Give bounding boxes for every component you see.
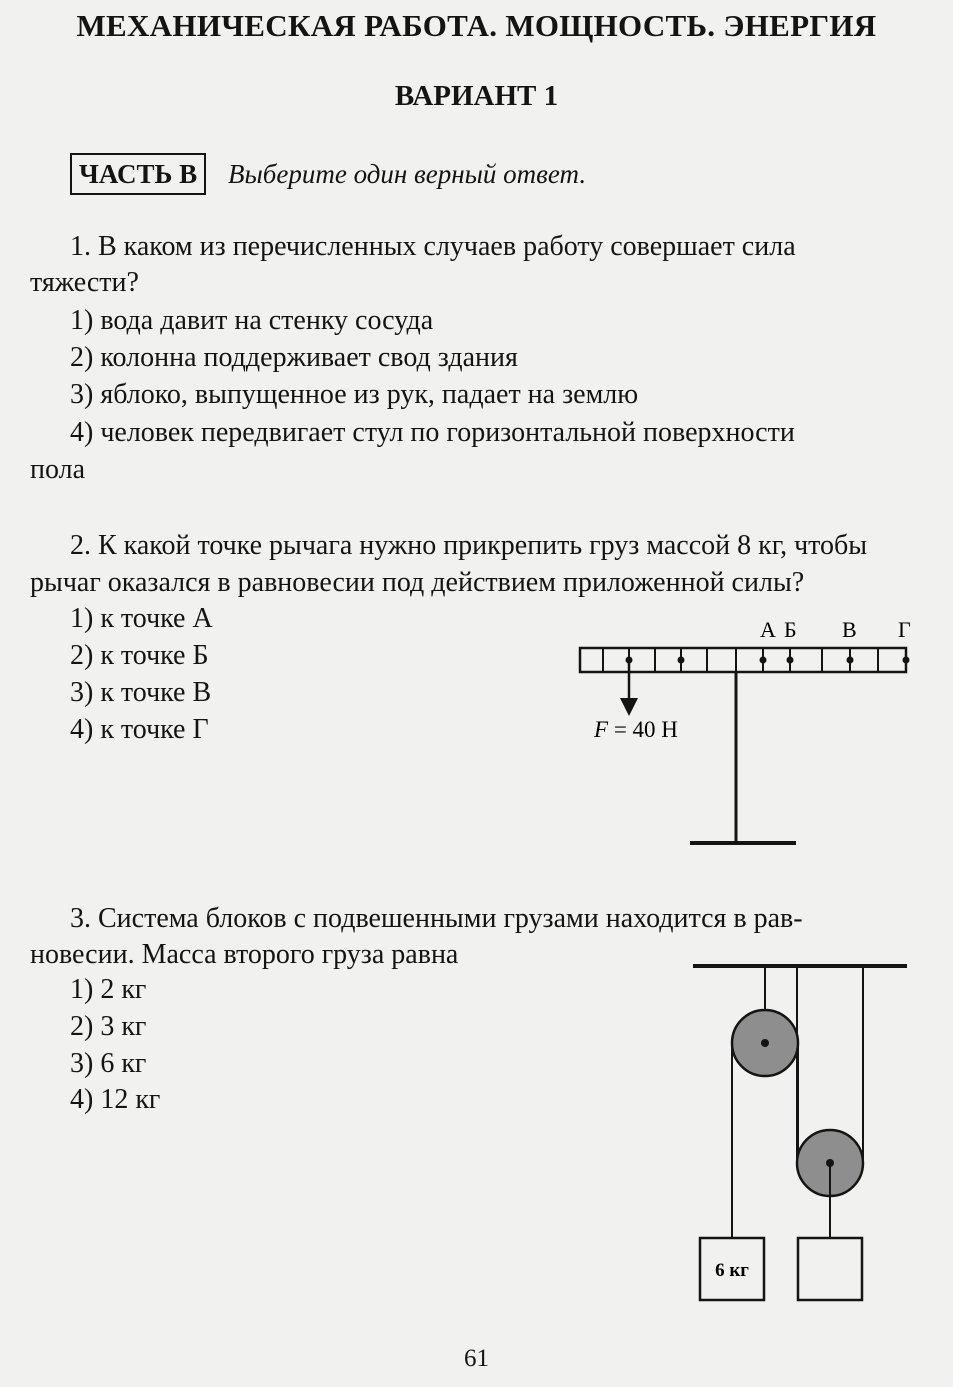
part-instruction: Выберите один верный ответ. [228, 159, 587, 189]
q1-option-4: 4) человек передвигает стул по горизонтальной поверхности [70, 417, 795, 448]
q2-option-1: 1) к точке А [70, 603, 213, 634]
lever-hook-points [626, 657, 910, 664]
load-2 [798, 1238, 862, 1300]
point-label-b: Б [784, 617, 797, 642]
lever-figure [570, 610, 920, 850]
page-title: МЕХАНИЧЕСКАЯ РАБОТА. МОЩНОСТЬ. ЭНЕРГИЯ [76, 8, 877, 43]
point-label-a: А [760, 617, 776, 642]
q1-text-line1: 1. В каком из перечисленных случаев работу совершает сила [70, 231, 796, 262]
q3-text-line1: 3. Система блоков с подвешенными грузами находится в рав- [70, 903, 803, 934]
q3-option-1: 1) 2 кг [70, 974, 147, 1005]
q1-text-line2: тяжести? [30, 267, 139, 298]
q3-option-3: 3) 6 кг [70, 1048, 147, 1079]
q3-option-4: 4) 12 кг [70, 1084, 161, 1115]
q1-option-1: 1) вода давит на стенку сосуда [70, 305, 434, 336]
lever-divisions [603, 648, 878, 672]
pulley-figure [680, 950, 920, 1310]
q2-text-line2: рычаг оказался в равновесии под действием приложенной силы? [30, 567, 805, 598]
q3-option-2: 2) 3 кг [70, 1011, 147, 1042]
q2-option-2: 2) к точке Б [70, 640, 209, 671]
load1-label: 6 кг [715, 1260, 749, 1281]
variant-heading: ВАРИАНТ 1 [394, 80, 559, 112]
force-value: = 40 Н [608, 717, 678, 742]
force-arrow-head [620, 698, 638, 716]
q2-text-line1: 2. К какой точке рычага нужно прикрепить груз массой 8 кг, чтобы [70, 530, 868, 561]
q1-option-4-cont: пола [30, 454, 86, 485]
q2-option-3: 3) к точке В [70, 677, 212, 708]
part-label-box: ЧАСТЬ В [70, 153, 206, 195]
pulley-axle-1 [761, 1039, 769, 1047]
q3-text-line2: новесии. Масса второго груза равна [30, 939, 459, 970]
page-number: 61 [464, 1345, 489, 1372]
q1-option-3: 3) яблоко, выпущенное из рук, падает на землю [70, 379, 639, 410]
point-label-g: Г [898, 617, 911, 642]
force-label [593, 717, 678, 742]
q2-option-4: 4) к точке Г [70, 714, 209, 745]
point-label-v: В [842, 617, 857, 642]
force-variable: F [594, 717, 609, 742]
q1-option-2: 2) колонна поддерживает свод здания [70, 342, 518, 373]
